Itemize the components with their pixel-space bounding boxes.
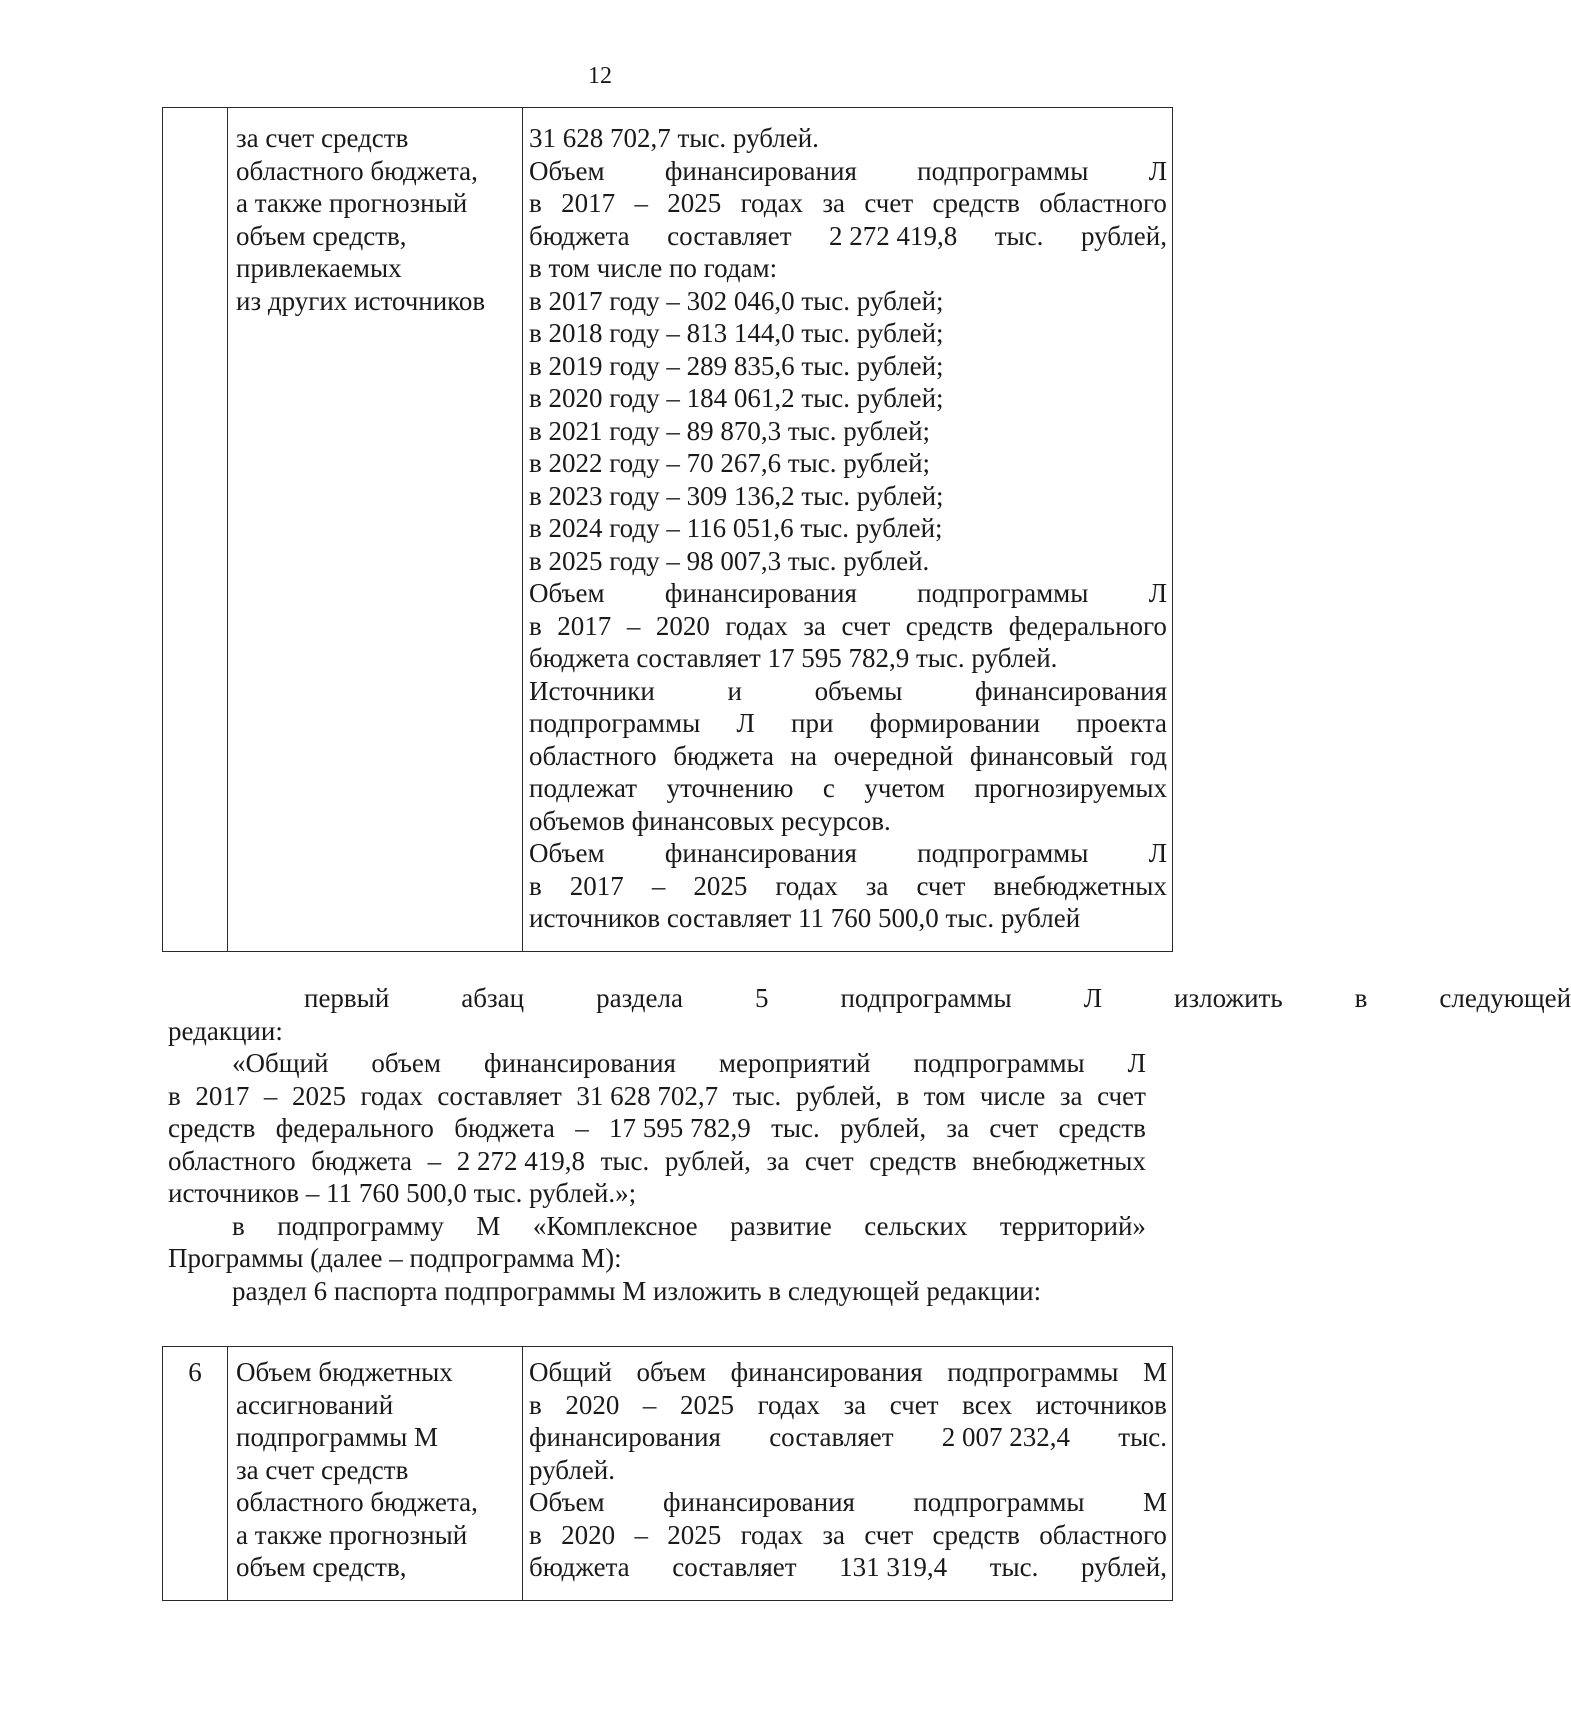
word: годах bbox=[775, 870, 838, 901]
federal-budget-line: бюджета составляет 17 595 782,9 тыс. рублей. bbox=[529, 643, 1058, 673]
word: формировании bbox=[869, 708, 1041, 738]
word: средств bbox=[869, 1145, 957, 1176]
federal-budget-line bbox=[529, 577, 1167, 610]
word: финансирования bbox=[529, 1422, 721, 1452]
word: тыс. bbox=[1118, 1422, 1167, 1452]
word: годах bbox=[360, 1080, 423, 1111]
word: за bbox=[803, 610, 826, 641]
word: подпрограммы bbox=[947, 1357, 1119, 1387]
word: средств bbox=[168, 1113, 256, 1143]
word: 2025 bbox=[667, 1519, 722, 1550]
word: 131 319,4 bbox=[839, 1552, 948, 1582]
passport-table-continuation bbox=[162, 107, 1173, 952]
word: изложить bbox=[1174, 983, 1283, 1013]
word: бюджета bbox=[529, 220, 630, 251]
word: развитие bbox=[730, 1210, 832, 1241]
word: проекта bbox=[1076, 708, 1167, 738]
word: 2025 bbox=[667, 188, 722, 218]
word: Л bbox=[1148, 155, 1167, 186]
word: Объем bbox=[529, 838, 605, 868]
word: подпрограммы bbox=[913, 1487, 1085, 1517]
parameter-name-line: а также прогнозный bbox=[236, 1519, 468, 1550]
yearly-amount: в 2023 году – 309 136,2 тыс. рублей; bbox=[529, 480, 944, 511]
word: объем bbox=[636, 1357, 707, 1387]
word: следующей bbox=[1439, 983, 1571, 1013]
word: год bbox=[1130, 740, 1167, 771]
word: подпрограммы bbox=[840, 983, 1012, 1013]
word: – bbox=[427, 1145, 442, 1176]
word: с bbox=[822, 773, 835, 803]
page-number: 12 bbox=[588, 63, 612, 89]
word: 2017 bbox=[195, 1080, 250, 1111]
word: счет bbox=[864, 1519, 914, 1550]
word: – bbox=[634, 1519, 648, 1550]
word: М bbox=[476, 1210, 501, 1241]
word: том bbox=[923, 1080, 966, 1111]
word: областного bbox=[1039, 1519, 1167, 1550]
word: Л bbox=[1148, 838, 1167, 868]
regional-budget-line bbox=[529, 187, 1167, 220]
paragraph-2-line bbox=[168, 1145, 1146, 1178]
word: счет bbox=[864, 188, 914, 218]
word: Источники bbox=[529, 675, 655, 706]
word: тыс. bbox=[989, 1552, 1039, 1582]
word: раздела bbox=[596, 983, 683, 1013]
row-number-cell bbox=[163, 1347, 228, 1601]
word: Объем bbox=[529, 578, 605, 608]
word: составляет bbox=[672, 1552, 797, 1582]
word: счет bbox=[1097, 1080, 1146, 1111]
word: счет bbox=[916, 870, 966, 901]
word: 2025 bbox=[291, 1080, 346, 1111]
paragraph-2-line bbox=[168, 1112, 1146, 1145]
parameter-name-line: ассигнований bbox=[236, 1389, 394, 1420]
word: рублей, bbox=[795, 1080, 882, 1111]
word: территорий» bbox=[999, 1210, 1146, 1241]
extrabudgetary-line: источников составляет 11 760 500,0 тыс. рублей bbox=[529, 903, 1081, 933]
parameter-name-line: объем средств, bbox=[236, 1552, 407, 1582]
row-number-cell bbox=[163, 108, 228, 952]
total-funding-line bbox=[529, 1421, 1167, 1454]
word: в bbox=[529, 870, 542, 901]
word: при bbox=[791, 708, 834, 738]
parameter-name-line: а также прогнозный bbox=[236, 188, 468, 218]
regional-funding-line bbox=[529, 1551, 1167, 1584]
parameter-name-cell bbox=[228, 108, 523, 952]
word: уточнению bbox=[666, 773, 794, 803]
yearly-amount: в 2017 году – 302 046,0 тыс. рублей; bbox=[529, 285, 944, 316]
word: Общий bbox=[529, 1357, 612, 1387]
word: прогнозируемых bbox=[974, 773, 1167, 803]
word: – bbox=[651, 870, 666, 901]
word: – bbox=[575, 1113, 589, 1143]
total-funding-line bbox=[529, 1356, 1167, 1389]
word: сельских bbox=[864, 1210, 968, 1241]
paragraph-2-line: источников – 11 760 500,0 тыс. рублей.»; bbox=[168, 1178, 637, 1208]
word: за bbox=[865, 870, 889, 901]
word: – bbox=[642, 1389, 657, 1420]
parameter-name-line: областного бюджета, bbox=[236, 155, 478, 186]
word: счет bbox=[889, 1389, 939, 1420]
word: объем bbox=[371, 1048, 442, 1078]
body-text bbox=[168, 982, 1571, 1307]
word: М bbox=[1142, 1357, 1167, 1387]
parameter-name-line: подпрограммы М bbox=[236, 1422, 438, 1452]
word: на bbox=[790, 740, 817, 771]
word: 2017 bbox=[569, 870, 624, 901]
word: в bbox=[168, 1080, 181, 1111]
word: 31 628 702,7 bbox=[576, 1080, 719, 1111]
word: федерального bbox=[1008, 610, 1167, 641]
word: областного bbox=[168, 1145, 296, 1176]
word: тыс. bbox=[771, 1113, 820, 1143]
word: счет bbox=[989, 1113, 1039, 1143]
word: в bbox=[1354, 983, 1368, 1013]
word: мероприятий bbox=[718, 1048, 871, 1078]
parameter-name-line: за счет средств bbox=[236, 1454, 409, 1485]
passport-table-section-6 bbox=[162, 1346, 1173, 1601]
word: «Комплексное bbox=[532, 1210, 698, 1241]
word: – bbox=[263, 1080, 278, 1111]
parameter-name-line: Объем бюджетных bbox=[236, 1357, 453, 1387]
word: средств bbox=[905, 610, 994, 641]
word: М bbox=[1142, 1487, 1167, 1517]
word: «Общий bbox=[232, 1048, 329, 1078]
federal-budget-line bbox=[529, 610, 1167, 643]
regional-funding-line bbox=[529, 1486, 1167, 1519]
word: Л bbox=[1127, 1048, 1146, 1078]
word: 2 007 232,4 bbox=[941, 1422, 1071, 1452]
word: в bbox=[529, 188, 542, 218]
word: годах bbox=[725, 610, 788, 641]
regional-budget-line: в том числе по годам: bbox=[529, 253, 778, 283]
word: 2025 bbox=[693, 870, 748, 901]
word: внебюджетных bbox=[993, 870, 1167, 901]
word: рублей, bbox=[840, 1113, 927, 1143]
parameter-name-line: привлекаемых bbox=[236, 253, 402, 283]
word: средств bbox=[932, 1519, 1020, 1550]
word: в bbox=[529, 1519, 542, 1550]
parameter-name-line: объем средств, bbox=[236, 220, 407, 251]
word: внебюджетных bbox=[972, 1145, 1146, 1176]
word: годах bbox=[740, 188, 803, 218]
word: финансовый bbox=[969, 740, 1114, 771]
paragraph-1-line bbox=[168, 982, 1571, 1015]
word: финансирования bbox=[975, 675, 1167, 706]
word: – bbox=[634, 188, 648, 218]
sources-note-line bbox=[529, 707, 1167, 740]
word: средств bbox=[1058, 1113, 1146, 1143]
paragraph-4-line: раздел 6 паспорта подпрограммы М изложить в следующей редакции: bbox=[232, 1275, 1042, 1306]
word: очередной bbox=[833, 740, 954, 771]
word: за bbox=[843, 1389, 867, 1420]
word: за bbox=[822, 188, 845, 218]
word: федерального bbox=[275, 1113, 434, 1143]
yearly-amount: в 2019 году – 289 835,6 тыс. рублей; bbox=[529, 350, 944, 381]
yearly-amount: в 2021 году – 89 870,3 тыс. рублей; bbox=[529, 415, 931, 446]
word: тыс. bbox=[600, 1145, 650, 1176]
word: областного bbox=[529, 740, 657, 771]
total-funding-line: рублей. bbox=[529, 1454, 616, 1485]
sources-note-line: объемов финансовых ресурсов. bbox=[529, 805, 891, 836]
word: и bbox=[727, 675, 742, 706]
word: Л bbox=[1148, 578, 1167, 608]
word: рублей, bbox=[664, 1145, 751, 1176]
word: объемы bbox=[814, 675, 903, 706]
word: подпрограммы bbox=[529, 708, 701, 738]
parameter-name-lines bbox=[236, 108, 518, 317]
sources-note-line bbox=[529, 740, 1167, 773]
word: подпрограммы bbox=[917, 838, 1089, 868]
parameter-name-line: из других источников bbox=[236, 285, 486, 316]
word: за bbox=[1059, 1080, 1083, 1111]
regional-budget-line bbox=[529, 220, 1167, 253]
sources-note-line bbox=[529, 772, 1167, 805]
word: подпрограммы bbox=[913, 1048, 1085, 1078]
yearly-amount: в 2024 году – 116 051,6 тыс. рублей; bbox=[529, 513, 943, 543]
parameter-name-cell bbox=[228, 1347, 523, 1601]
word: в bbox=[232, 1210, 245, 1241]
row-number: 6 bbox=[188, 1357, 202, 1387]
word: 2020 bbox=[561, 1519, 616, 1550]
word: всех bbox=[962, 1389, 1013, 1420]
paragraph-3-line bbox=[168, 1210, 1146, 1243]
parameter-value-cell bbox=[523, 1347, 1173, 1601]
word: финансирования bbox=[663, 1487, 855, 1517]
paragraph-1-line: редакции: bbox=[168, 1015, 283, 1046]
paragraph-2-line bbox=[168, 1080, 1146, 1113]
regional-funding-line bbox=[529, 1519, 1167, 1552]
word: за bbox=[946, 1113, 970, 1143]
extrabudgetary-line bbox=[529, 837, 1167, 870]
word: средств bbox=[932, 188, 1020, 218]
word: составляет bbox=[667, 220, 792, 251]
word: годах bbox=[757, 1389, 820, 1420]
word: 5 bbox=[754, 983, 769, 1013]
sources-note-line bbox=[529, 675, 1167, 708]
total-funding-line bbox=[529, 1389, 1167, 1422]
yearly-amount: в 2022 году – 70 267,6 тыс. рублей; bbox=[529, 448, 931, 478]
word: за bbox=[822, 1519, 845, 1550]
yearly-amount: в 2025 году – 98 007,3 тыс. рублей. bbox=[529, 545, 930, 576]
word: учетом bbox=[864, 773, 945, 803]
word: составляет bbox=[437, 1080, 562, 1111]
paragraph-2-line bbox=[168, 1047, 1146, 1080]
parameter-name-line: за счет средств bbox=[236, 123, 409, 153]
word: абзац bbox=[461, 983, 525, 1013]
word: Л bbox=[736, 708, 755, 738]
paragraph-3-line: Программы (далее – подпрограмма М): bbox=[168, 1243, 622, 1273]
word: в bbox=[529, 1389, 542, 1420]
word: 17 595 782,9 bbox=[609, 1113, 751, 1143]
word: бюджета bbox=[454, 1113, 555, 1143]
word: 2025 bbox=[679, 1389, 734, 1420]
word: счет bbox=[804, 1145, 854, 1176]
word: источников bbox=[1035, 1389, 1167, 1420]
word: 2 272 419,8 bbox=[456, 1145, 585, 1176]
total-amount-line: 31 628 702,7 тыс. рублей. bbox=[529, 123, 819, 153]
word: тыс. bbox=[994, 220, 1044, 251]
yearly-amounts-list bbox=[529, 285, 1167, 578]
word: Л bbox=[1083, 983, 1102, 1013]
word: счет bbox=[841, 610, 891, 641]
word: подлежат bbox=[529, 773, 638, 803]
word: финансирования bbox=[664, 838, 857, 868]
word: за bbox=[766, 1145, 790, 1176]
extrabudgetary-line bbox=[529, 870, 1167, 903]
word: подпрограмму bbox=[277, 1210, 444, 1241]
word: в bbox=[896, 1080, 910, 1111]
word: – bbox=[626, 610, 641, 641]
word: финансирования bbox=[483, 1048, 676, 1078]
word: подпрограммы bbox=[917, 578, 1089, 608]
regional-budget-line bbox=[529, 155, 1167, 188]
word: годах bbox=[740, 1519, 803, 1550]
word: Объем bbox=[529, 155, 605, 186]
yearly-amount: в 2020 году – 184 061,2 тыс. рублей; bbox=[529, 383, 944, 413]
word: Объем bbox=[529, 1487, 605, 1517]
word: 2 272 419,8 bbox=[829, 220, 958, 251]
word: 2017 bbox=[557, 610, 612, 641]
word: 2020 bbox=[655, 610, 710, 641]
word: рублей, bbox=[1080, 1552, 1167, 1582]
word: финансирования bbox=[664, 155, 857, 186]
word: 2017 bbox=[561, 188, 616, 218]
word: финансирования bbox=[664, 578, 857, 608]
word: тыс. bbox=[732, 1080, 782, 1111]
word: составляет bbox=[769, 1422, 894, 1452]
parameter-name-line: областного бюджета, bbox=[236, 1487, 478, 1517]
word: первый bbox=[304, 983, 390, 1013]
yearly-amount: в 2018 году – 813 144,0 тыс. рублей; bbox=[529, 318, 944, 348]
word: областного bbox=[1039, 188, 1167, 218]
parameter-value-cell bbox=[523, 108, 1173, 952]
word: бюджета bbox=[311, 1145, 412, 1176]
word: 2020 bbox=[565, 1389, 620, 1420]
word: числе bbox=[979, 1080, 1046, 1111]
word: бюджета bbox=[529, 1552, 630, 1582]
word: в bbox=[529, 610, 542, 641]
word: финансирования bbox=[730, 1357, 923, 1387]
word: подпрограммы bbox=[917, 155, 1089, 186]
word: рублей, bbox=[1080, 220, 1167, 251]
word: бюджета bbox=[673, 740, 774, 771]
